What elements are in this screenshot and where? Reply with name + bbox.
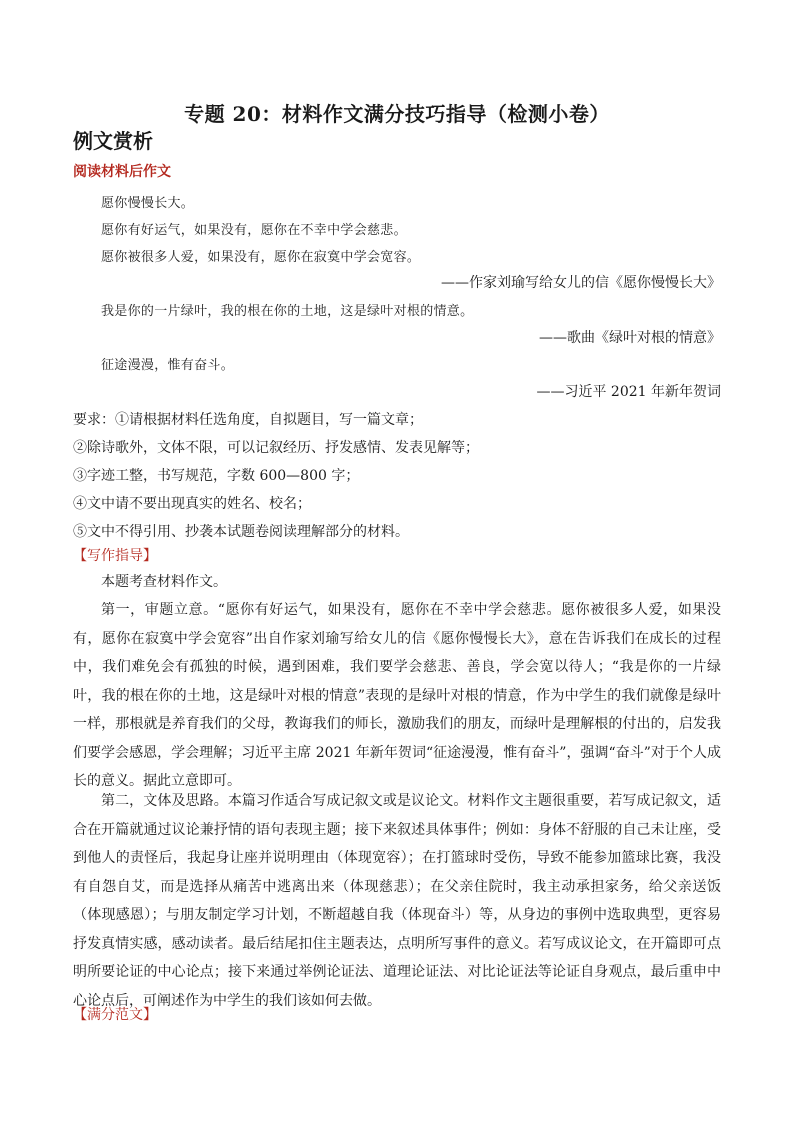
instruction-heading: 阅读材料后作文 [73, 164, 171, 180]
guide-label: 【写作指导】 [73, 548, 157, 564]
material-line: 愿你有好运气，如果没有，愿你在不幸中学会慈悲。 [101, 223, 407, 238]
material-line: 愿你被很多人爱，如果没有，愿你在寂寞中学会宽容。 [101, 250, 421, 265]
material-line: 愿你慢慢长大。 [101, 196, 195, 211]
requirement-item: ②除诗歌外，文体不限，可以记叙经历、抒发感情、发表见解等； [73, 440, 479, 456]
requirement-item: 要求：①请根据材料任选角度，自拟题目，写一篇文章； [73, 412, 423, 428]
guide-paragraph-2: 第二，文体及思路。本篇习作适合写成记叙文或是议论文。材料作文主题很重要，若写成记叙文，适合在开篇就通过议论兼抒情的语句表现主题；接下来叙述具体事件；例如：身体不舒服的自己未让座，受到他人的责怪后，我起身让座并说明理由（体现宽容）；在打篮球时受伤，导致不能参加篮球比赛，我没有自怨自艾，而是选择从痛苦中逃离出来（体现慈悲）；在父亲住院时，我主动承担家务，给父亲送饭（体现感恩）；与朋友制定学习计划，不断超越自我（体现奋斗）等，从身边的事例中选取典型，更容易抒发真情实感，感动读者。最后结尾扣住主题表达，点明所写事件的意义。若写成议论文，在开篇即可点明所要论证的中心论点；接下来通过举例论证法、道理论证法、对比论证法等论证自身观点，最后重申中心论点后，可阐述作为中学生的我们该如何去做。 [73, 793, 721, 1009]
guide-intro: 本题考查材料作文。 [101, 574, 227, 590]
section-heading: 例文赏析 [73, 129, 153, 153]
guide-paragraph-1: 第一，审题立意。“愿你有好运气，如果没有，愿你在不幸中学会慈悲。愿你被很多人爱，如果没有，愿你在寂寞中学会宽容”出自作家刘瑜写给女儿的信《愿你慢慢长大》，意在告诉我们在成长的过程中，我们难免会有孤独的时候，遇到困难，我们要学会慈悲、善良，学会宽以待人；“我是你的一片绿叶，我的根在你的土地，这是绿叶对根的情意”表现的是绿叶对根的情意，作为中学生的我们就像是绿叶一样，那根就是养育我们的父母，教诲我们的师长，激励我们的朋友，而绿叶是理解根的付出的，启发我们要学会感恩，学会理解；习近平主席 2021 年新年贺词“征途漫漫，惟有奋斗”，强调“奋斗”对于个人成长的意义。据此立意即可。 [73, 602, 721, 789]
material-source: ——作家刘瑜写给女儿的信《愿你慢慢长大》 [441, 275, 721, 291]
document-title: 专题 20：材料作文满分技巧指导（检测小卷） [184, 102, 610, 126]
material-line: 我是你的一片绿叶，我的根在你的土地，这是绿叶对根的情意。 [101, 304, 474, 319]
requirement-item: ④文中请不要出现真实的姓名、校名； [73, 496, 311, 512]
material-source: ——习近平 2021 年新年贺词 [536, 384, 721, 400]
requirement-item: ③字迹工整，书写规范，字数 600—800 字； [73, 468, 360, 484]
material-source: ——歌曲《绿叶对根的情意》 [539, 330, 721, 346]
model-essay-label: 【满分范文】 [73, 1007, 157, 1023]
material-line: 征途漫漫，惟有奋斗。 [101, 358, 235, 373]
requirement-item: ⑤文中不得引用、抄袭本试题卷阅读理解部分的材料。 [73, 524, 409, 540]
